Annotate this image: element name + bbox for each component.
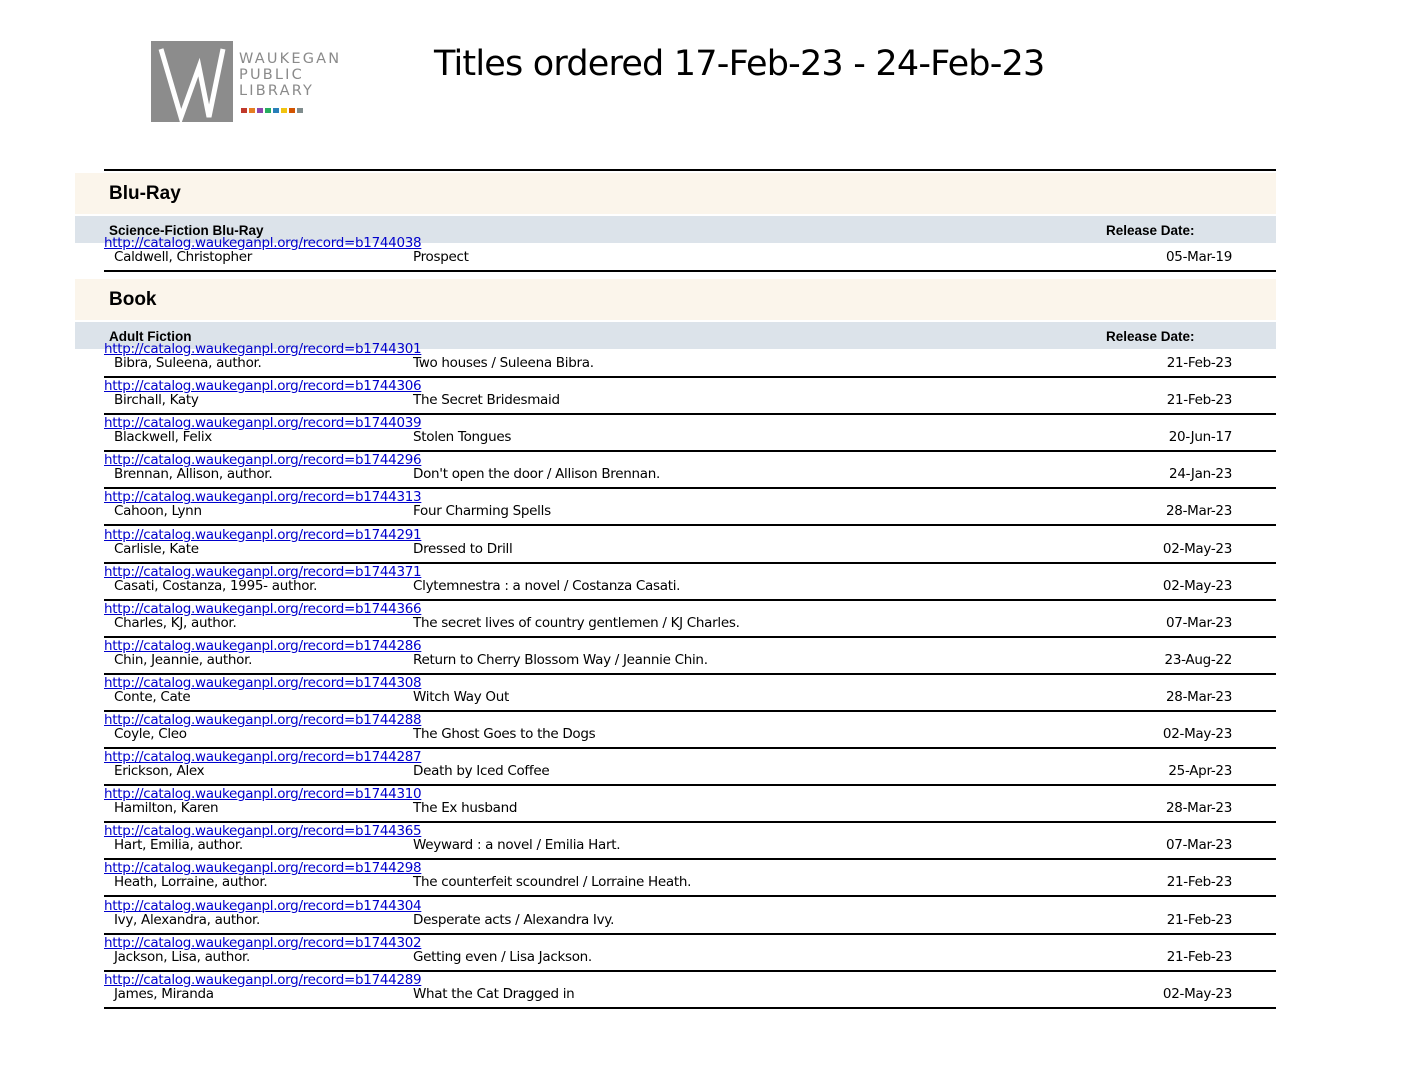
logo-text [239, 51, 341, 99]
author-cell: Bibra, Suleena, author. [114, 355, 262, 371]
title-cell: Two houses / Suleena Bibra. [413, 355, 594, 371]
title-cell: The counterfeit scoundrel / Lorraine Heath. [413, 874, 692, 891]
table-row [104, 341, 1276, 378]
author-cell: Hart, Emilia, author. [114, 837, 243, 854]
divider [104, 169, 1276, 171]
title-cell: Weyward : a novel / Emilia Hart. [413, 837, 621, 854]
table-row [104, 823, 1276, 860]
author-cell: Charles, KJ, author. [114, 614, 237, 631]
section-title: Book [109, 289, 157, 310]
author-cell: Chin, Jeannie, author. [114, 651, 253, 668]
catalog-link[interactable]: http://catalog.waukeganpl.org/record=b1744313 [104, 489, 422, 506]
author-cell: Cahoon, Lynn [114, 503, 202, 520]
catalog-link[interactable]: http://catalog.waukeganpl.org/record=b1744371 [104, 563, 422, 580]
catalog-link[interactable]: http://catalog.waukeganpl.org/record=b1744289 [104, 971, 422, 988]
table-row [104, 675, 1276, 712]
catalog-link[interactable]: http://catalog.waukeganpl.org/record=b1744298 [104, 860, 422, 877]
table-row [104, 860, 1276, 897]
catalog-link[interactable]: http://catalog.waukeganpl.org/record=b1744287 [104, 749, 422, 766]
catalog-link[interactable]: http://catalog.waukeganpl.org/record=b1744365 [104, 823, 422, 840]
table-row [104, 786, 1276, 823]
release-date-header: Release Date: [1106, 223, 1195, 238]
title-cell: Return to Cherry Blossom Way / Jeannie Chin. [413, 651, 708, 668]
release-date-cell: 21-Feb-23 [1166, 355, 1232, 371]
release-date-cell: 21-Feb-23 [1166, 948, 1232, 965]
title-cell: Getting even / Lisa Jackson. [413, 948, 592, 965]
release-date-cell: 21-Feb-23 [1166, 392, 1232, 409]
release-date-cell: 07-Mar-23 [1165, 837, 1232, 854]
subsection-title: Adult Fiction [109, 329, 192, 344]
release-date-cell: 02-May-23 [1162, 540, 1232, 557]
table-row [104, 415, 1276, 452]
title-cell: The secret lives of country gentlemen / KJ Charles. [413, 614, 740, 631]
catalog-link[interactable]: http://catalog.waukeganpl.org/record=b1744288 [104, 712, 422, 728]
title-cell: Clytemnestra : a novel / Costanza Casati. [413, 577, 681, 594]
logo-w-mark [151, 41, 233, 122]
title-cell: What the Cat Dragged in [413, 985, 575, 1002]
library-logo [151, 41, 356, 123]
title-cell: Stolen Tongues [413, 429, 512, 446]
author-cell: Jackson, Lisa, author. [114, 948, 251, 965]
logo-color-dots [241, 108, 303, 113]
catalog-link[interactable]: http://catalog.waukeganpl.org/record=b1744296 [104, 452, 422, 469]
title-cell: Four Charming Spells [413, 503, 551, 520]
release-date-cell: 28-Mar-23 [1165, 800, 1232, 817]
release-date-cell: 02-May-23 [1162, 985, 1232, 1002]
release-date-cell: 24-Jan-23 [1169, 466, 1232, 483]
catalog-link[interactable]: http://catalog.waukeganpl.org/record=b1744310 [104, 786, 422, 803]
logo-line: LIBRARY [239, 83, 315, 99]
author-cell: Conte, Cate [114, 688, 191, 705]
title-cell: Prospect [413, 249, 469, 265]
release-date-cell: 25-Apr-23 [1168, 763, 1232, 780]
catalog-link[interactable]: http://catalog.waukeganpl.org/record=b1744366 [104, 600, 422, 617]
title-cell: Dressed to Drill [413, 540, 513, 557]
title-cell: Witch Way Out [413, 688, 509, 705]
release-date-cell: 21-Feb-23 [1166, 874, 1232, 891]
page-title: Titles ordered 17-Feb-23 - 24-Feb-23 [434, 44, 1045, 84]
catalog-link[interactable]: http://catalog.waukeganpl.org/record=b1744038 [104, 235, 422, 251]
author-cell: Casati, Costanza, 1995- author. [114, 577, 318, 594]
release-date-cell: 23-Aug-22 [1164, 651, 1232, 668]
catalog-link[interactable]: http://catalog.waukeganpl.org/record=b1744302 [104, 934, 422, 951]
table-row [104, 235, 1276, 272]
release-date-header: Release Date: [1106, 329, 1195, 344]
catalog-link[interactable]: http://catalog.waukeganpl.org/record=b1744308 [104, 674, 422, 691]
catalog-link[interactable]: http://catalog.waukeganpl.org/record=b1744306 [104, 378, 422, 395]
table-row [104, 601, 1276, 638]
table-row [104, 935, 1276, 972]
logo-line: WAUKEGAN [239, 51, 342, 67]
table-row [104, 378, 1276, 415]
author-cell: James, Miranda [114, 985, 214, 1002]
title-cell: The Ghost Goes to the Dogs [413, 726, 596, 742]
table-row [104, 972, 1276, 1009]
author-cell: Birchall, Katy [114, 392, 199, 409]
catalog-link[interactable]: http://catalog.waukeganpl.org/record=b1744301 [104, 341, 422, 357]
release-date-cell: 02-May-23 [1162, 726, 1232, 742]
release-date-cell: 07-Mar-23 [1165, 614, 1232, 631]
author-cell: Ivy, Alexandra, author. [114, 911, 261, 928]
release-date-cell: 02-May-23 [1162, 577, 1232, 594]
title-cell: Don't open the door / Allison Brennan. [413, 466, 660, 483]
author-cell: Heath, Lorraine, author. [114, 874, 268, 891]
table-row [104, 564, 1276, 601]
release-date-cell: 05-Mar-19 [1165, 249, 1232, 265]
table-row [104, 527, 1276, 564]
section-header [75, 173, 1276, 214]
author-cell: Brennan, Allison, author. [114, 466, 273, 483]
release-date-cell: 20-Jun-17 [1168, 429, 1232, 446]
release-date-cell: 21-Feb-23 [1166, 911, 1232, 928]
table-row [104, 712, 1276, 749]
title-cell: Death by Iced Coffee [413, 763, 550, 780]
subsection-title: Science-Fiction Blu-Ray [109, 223, 264, 238]
table-row [104, 638, 1276, 675]
release-date-cell: 28-Mar-23 [1165, 503, 1232, 520]
section-title: Blu-Ray [109, 183, 181, 204]
table-row [104, 452, 1276, 489]
table-row [104, 749, 1276, 786]
title-cell: The Secret Bridesmaid [413, 392, 560, 409]
catalog-link[interactable]: http://catalog.waukeganpl.org/record=b1744286 [104, 637, 422, 654]
title-cell: The Ex husband [413, 800, 518, 817]
author-cell: Carlisle, Kate [114, 540, 199, 557]
author-cell: Blackwell, Felix [114, 429, 212, 446]
table-row [104, 898, 1276, 935]
release-date-cell: 28-Mar-23 [1165, 688, 1232, 705]
author-cell: Erickson, Alex [114, 763, 205, 780]
catalog-link[interactable]: http://catalog.waukeganpl.org/record=b1744039 [104, 415, 422, 432]
author-cell: Caldwell, Christopher [114, 249, 253, 265]
author-cell: Coyle, Cleo [114, 726, 187, 742]
table-row [104, 489, 1276, 526]
catalog-link[interactable]: http://catalog.waukeganpl.org/record=b1744304 [104, 897, 422, 914]
logo-line: PUBLIC [239, 67, 304, 83]
author-cell: Hamilton, Karen [114, 800, 219, 817]
title-cell: Desperate acts / Alexandra Ivy. [413, 911, 615, 928]
section-header [75, 279, 1276, 320]
catalog-link[interactable]: http://catalog.waukeganpl.org/record=b1744291 [104, 526, 422, 543]
